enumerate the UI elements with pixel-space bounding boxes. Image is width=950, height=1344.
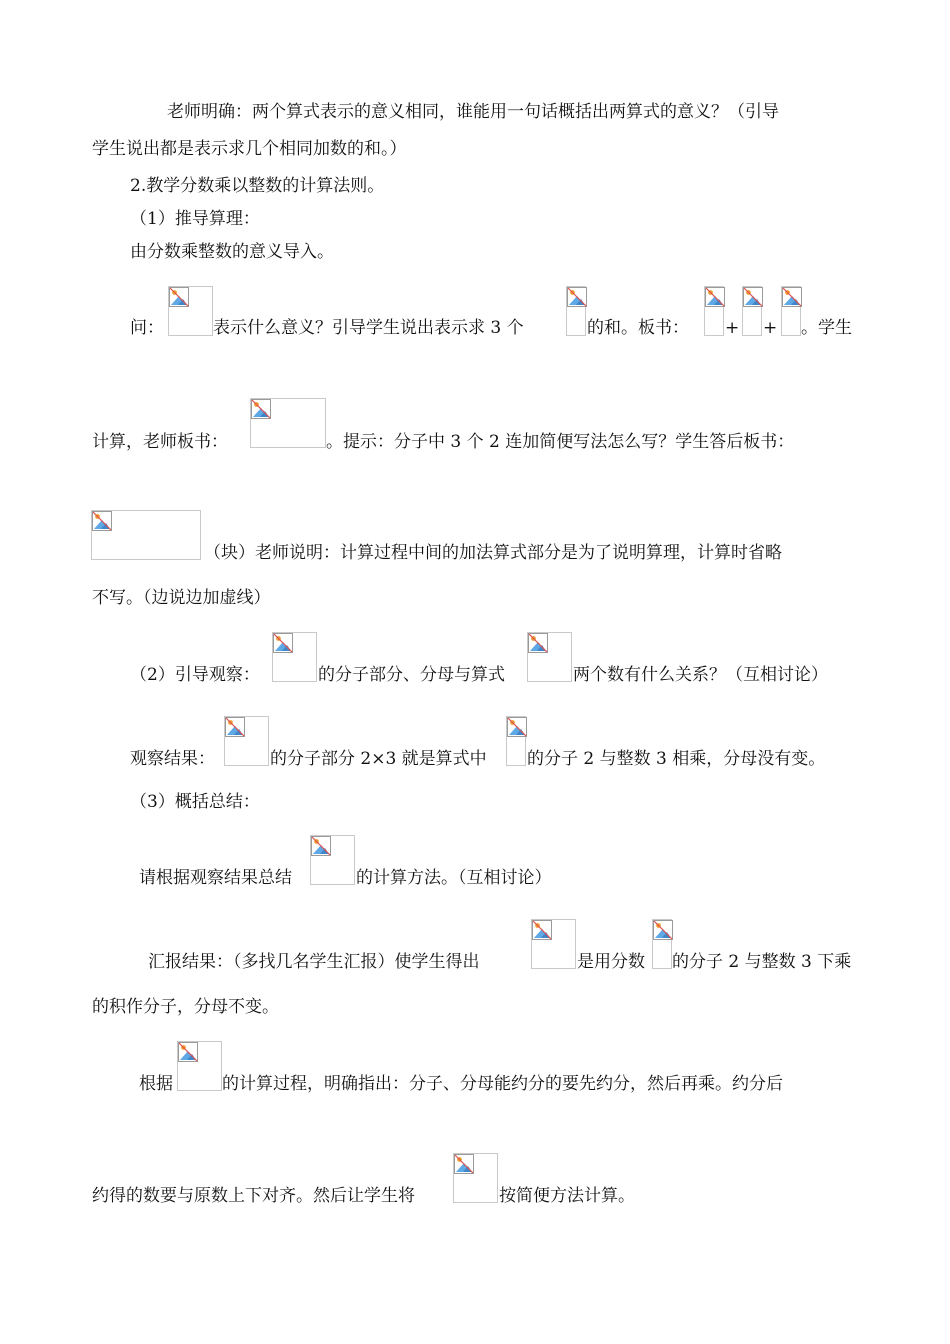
text-segment: 的分子部分、分母与算式	[318, 665, 505, 685]
paragraph-line	[0, 98, 950, 126]
paragraph-line	[0, 864, 950, 892]
image-placeholder	[91, 510, 201, 560]
section-heading	[0, 172, 950, 200]
text-segment: 请根据观察结果总结	[139, 868, 292, 888]
text-segment: （3）概括总结：	[130, 792, 260, 812]
broken-image-icon	[532, 920, 552, 940]
image-placeholder	[168, 286, 213, 336]
text-segment: 根据	[139, 1074, 173, 1094]
paragraph-line	[0, 584, 950, 612]
text-segment: 的分子 2 与整数 3 下乘	[672, 952, 852, 972]
paragraph-line	[0, 428, 950, 456]
image-placeholder	[272, 632, 317, 682]
paragraph-line	[0, 135, 950, 163]
plus-sign: +	[763, 318, 778, 338]
text-segment: （块）老师说明：计算过程中间的加法算式部分是为了说明算理，计算时省略	[204, 543, 782, 563]
paragraph-line	[0, 745, 950, 773]
broken-image-icon	[743, 287, 763, 307]
broken-image-icon	[178, 1042, 198, 1062]
image-placeholder	[781, 286, 801, 336]
text-segment: 老师明确：两个算式表示的意义相同，谁能用一句话概括出两算式的意义？（引导	[167, 102, 779, 122]
text-segment: 表示什么意义？引导学生说出表示求 3 个	[213, 318, 524, 338]
subsection-heading	[0, 788, 950, 816]
broken-image-icon	[507, 717, 527, 737]
text-segment: 计算，老师板书：	[92, 432, 228, 452]
subsection-heading	[0, 205, 950, 233]
paragraph-line	[0, 238, 950, 266]
text-segment: 。提示：分子中 3 个 2 连加简便写法怎么写？学生答后板书：	[326, 432, 795, 452]
text-segment: 按简便方法计算。	[499, 1186, 635, 1206]
image-placeholder	[527, 632, 572, 682]
text-segment: （2）引导观察：	[130, 665, 260, 685]
text-segment: 。学生	[801, 318, 852, 338]
text-segment: 的计算方法。（互相讨论）	[356, 868, 552, 888]
plus-sign: +	[725, 318, 740, 338]
broken-image-icon	[567, 287, 587, 307]
text-segment: 约得的数要与原数上下对齐。然后让学生将	[92, 1186, 415, 1206]
text-segment: （1）推导算理：	[130, 209, 260, 229]
broken-image-icon	[251, 399, 271, 419]
broken-image-icon	[92, 511, 112, 531]
image-placeholder	[310, 835, 355, 885]
image-placeholder	[250, 398, 326, 448]
image-placeholder	[742, 286, 762, 336]
broken-image-icon	[169, 287, 189, 307]
broken-image-icon	[225, 717, 245, 737]
text-segment: 的积作分子，分母不变。	[92, 997, 279, 1017]
paragraph-line	[0, 661, 950, 689]
paragraph-line	[0, 948, 950, 976]
text-segment: 不写。（边说边加虚线）	[92, 588, 271, 608]
text-segment: 的分子 2 与整数 3 相乘，分母没有变。	[527, 749, 826, 769]
broken-image-icon	[782, 287, 802, 307]
text-segment: 是用分数	[577, 952, 645, 972]
text-segment: 汇报结果：（多找几名学生汇报）使学生得出	[148, 952, 480, 972]
image-placeholder	[506, 716, 526, 766]
text-segment: 两个数有什么关系？（互相讨论）	[573, 665, 828, 685]
text-segment: 观察结果：	[130, 749, 215, 769]
text-segment: 的计算过程，明确指出：分子、分母能约分的要先约分，然后再乘。约分后	[222, 1074, 783, 1094]
paragraph-line	[0, 314, 950, 342]
image-placeholder	[177, 1041, 222, 1091]
paragraph-line	[0, 1070, 950, 1098]
broken-image-icon	[653, 920, 673, 940]
text-segment: 学生说出都是表示求几个相同加数的和。）	[92, 139, 407, 159]
image-placeholder	[224, 716, 269, 766]
image-placeholder	[566, 286, 586, 336]
text-segment: 的分子部分 2×3 就是算式中	[270, 749, 487, 769]
broken-image-icon	[454, 1154, 474, 1174]
text-segment: 由分数乘整数的意义导入。	[130, 242, 334, 262]
text-segment: 2.教学分数乘以整数的计算法则。	[130, 176, 385, 196]
image-placeholder	[704, 286, 724, 336]
image-placeholder	[652, 919, 672, 969]
broken-image-icon	[311, 836, 331, 856]
broken-image-icon	[528, 633, 548, 653]
broken-image-icon	[705, 287, 725, 307]
paragraph-line	[0, 993, 950, 1021]
text-segment: 的和。板书：	[587, 318, 689, 338]
image-placeholder	[531, 919, 576, 969]
broken-image-icon	[273, 633, 293, 653]
image-placeholder	[453, 1153, 498, 1203]
text-segment: 问：	[130, 318, 164, 338]
